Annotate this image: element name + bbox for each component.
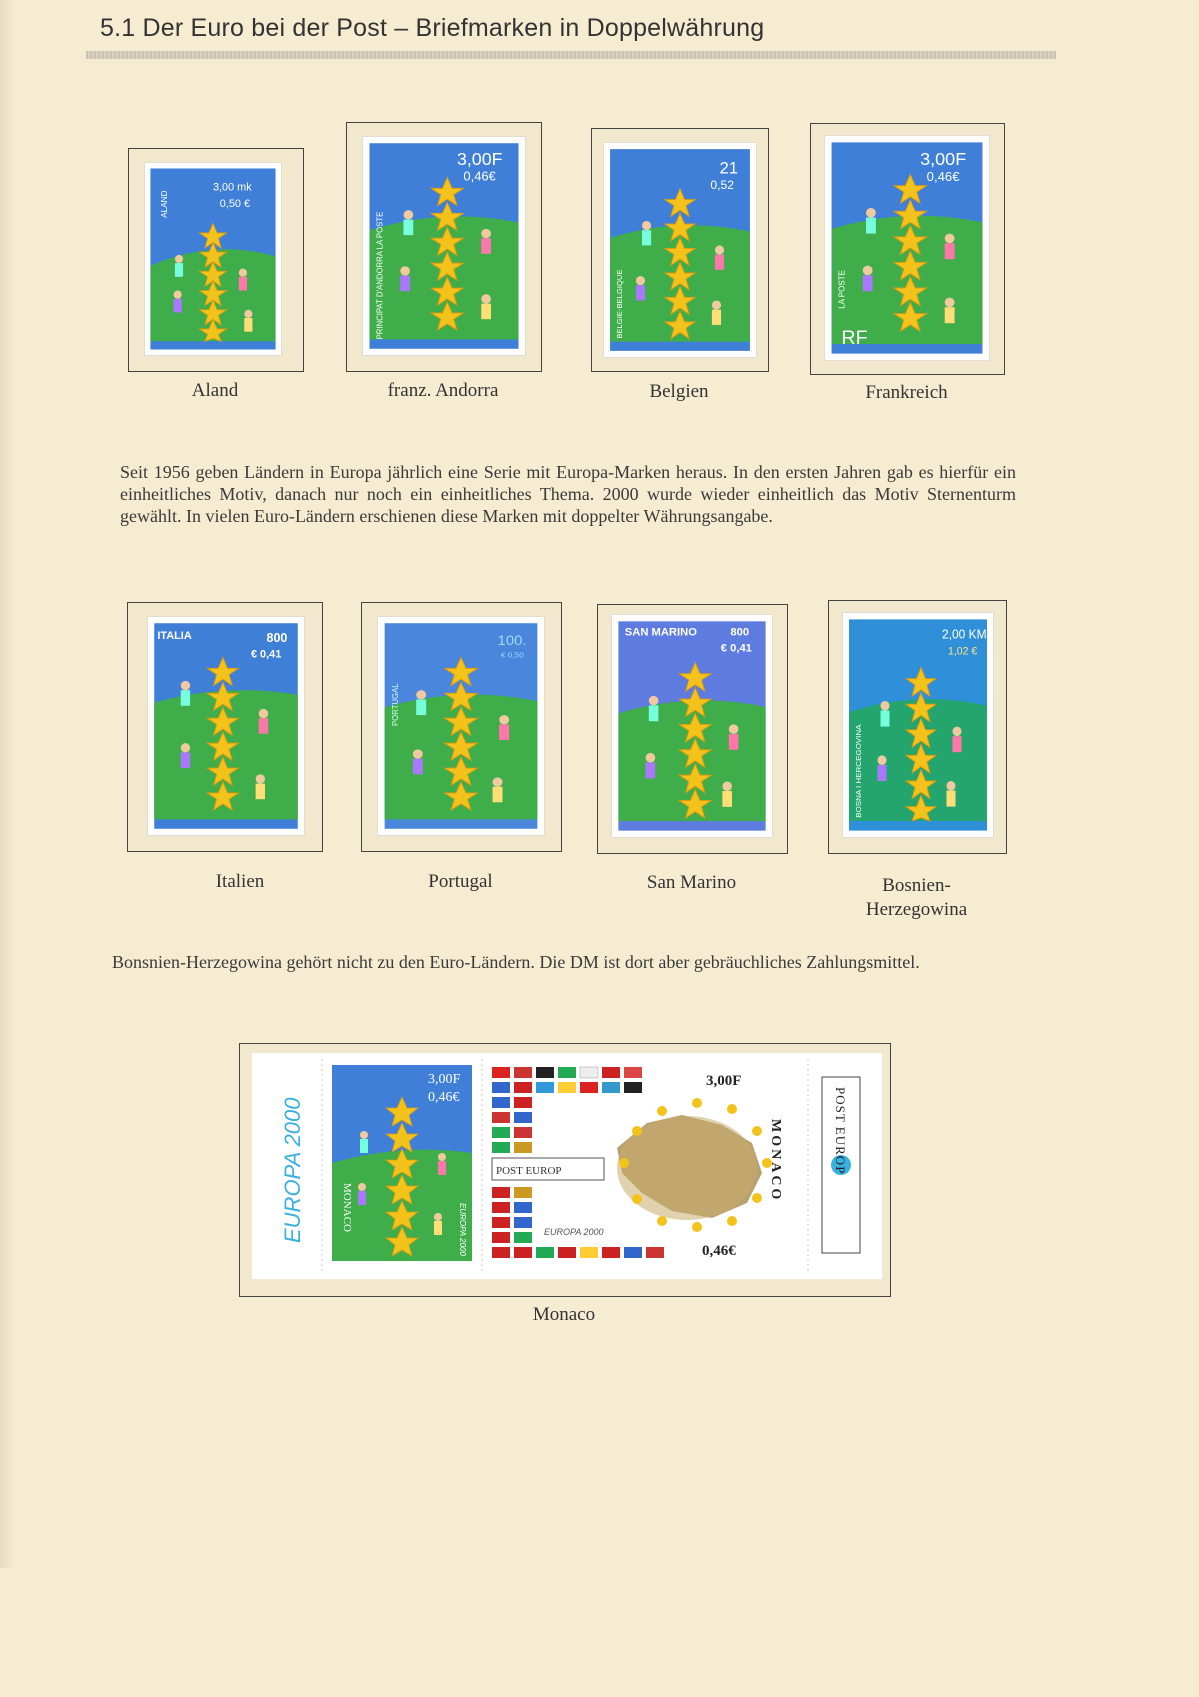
stamp-value-2: € 0,41 [720, 642, 752, 655]
stamp-mount-portugal [361, 602, 562, 852]
stamp-bosnien [843, 613, 993, 837]
stamp-value-2: 0,46€ [926, 168, 960, 184]
stamp-aland [145, 163, 281, 355]
stamp-country: PRINCIPAT D'ANDORRA LA POSTE [375, 211, 385, 340]
binder-edge [0, 0, 14, 1568]
caption-andorra: franz. Andorra [387, 380, 499, 401]
map-value-1: 3,00F [706, 1073, 742, 1089]
caption-bosnien [828, 874, 1005, 922]
stamp-san-marino [612, 615, 772, 837]
stamp-portugal [378, 617, 544, 835]
stamp-mount-bosnien [828, 600, 1007, 854]
stamp-italien [148, 617, 304, 835]
caption-frankreich: Frankreich [865, 382, 948, 403]
stamp-value-2: 0,46€ [428, 1090, 460, 1105]
stamp-country: BELGIE-BELGIQUE [615, 269, 625, 339]
post-europ-box-label: POST EUROP [496, 1165, 562, 1177]
caption-aland: Aland [191, 380, 239, 401]
stamp-rf: RF [841, 327, 868, 349]
stamp-country: ALAND [159, 190, 169, 218]
stamp-mount-italien [127, 602, 323, 852]
stamp-value-2: € 0,41 [250, 648, 282, 661]
map-country: MONACO [768, 1119, 783, 1203]
caption-monaco: Monaco [532, 1304, 596, 1325]
stamp-country: LA POSTE [837, 270, 847, 309]
stamp-value-2: 0,50 € [219, 197, 251, 210]
caption-bosnien-line2: Herzegowina [865, 899, 968, 920]
bosnia-note-paragraph: Bonsnien-Herzegowina gehört nicht zu den Euro-Ländern. Die DM ist dort aber gebräuchliches Zahlungsmittel. [112, 952, 920, 972]
stamp-value-2: 0,52 [710, 177, 735, 192]
stamp-country: MONACO [341, 1183, 353, 1232]
stamp-value-1: 2,00 KM [942, 627, 987, 642]
stamp-value-1: 800 [730, 626, 750, 639]
stamp-mount-frankreich [810, 123, 1005, 375]
stamp-value-2: 1,02 € [948, 645, 978, 658]
europa-small-label: EUROPA 2000 [544, 1227, 604, 1237]
stamp-value-1: 3,00 mk [213, 181, 252, 194]
stamp-value-2: 0,46€ [463, 168, 496, 184]
title-rule [86, 51, 1056, 59]
caption-bosnien-line1: Bosnien- [882, 875, 951, 896]
europa-2000-label: EUROPA 2000 [280, 1097, 305, 1243]
stamp-country: BOSNA I HERCEGOVINA [854, 724, 863, 818]
caption-portugal: Portugal [428, 871, 493, 892]
stamp-value-1: 21 [719, 158, 739, 178]
stamp-country: SAN MARINO [624, 626, 697, 639]
stamp-mount-san-marino [597, 604, 788, 854]
caption-san-marino: San Marino [646, 872, 737, 893]
stamp-mount-belgien [591, 128, 769, 372]
caption-italien: Italien [215, 871, 265, 892]
stamp-value-1: 800 [266, 630, 288, 645]
monaco-souvenir-sheet [252, 1053, 882, 1279]
stamp-europa: EUROPA 2000 [458, 1203, 467, 1256]
page-title: 5.1 Der Euro bei der Post – Briefmarken in Doppelwährung [100, 14, 765, 42]
post-europ-logo: POST EUROP [833, 1087, 848, 1175]
stamp-andorra [363, 137, 525, 355]
stamp-frankreich [825, 136, 989, 360]
stamp-country: PORTUGAL [390, 683, 400, 726]
stamp-value-2: € 0,50 [500, 650, 524, 660]
caption-belgien: Belgien [649, 381, 709, 402]
map-value-2: 0,46€ [702, 1243, 736, 1259]
stamp-value-1: 3,00F [456, 149, 503, 169]
stamp-value-1: 100. [497, 633, 527, 649]
stamp-value-1: 3,00F [428, 1072, 461, 1087]
stamp-belgien [604, 143, 756, 357]
stamp-value-1: 3,00F [920, 148, 967, 169]
intro-paragraph: Seit 1956 geben Ländern in Europa jährlich eine Serie mit Europa-Marken heraus. In den ersten Jahren gab es hierfür ein einheitliches Motiv, danach nur noch ein einheitliches Thema. 2000 wurde wieder einheitlich das Motiv Sternenturm gewählt. In vielen Euro-Ländern erschienen diese Marken mit doppelter Währungsangabe. [120, 462, 1016, 526]
stamp-mount-andorra [346, 122, 542, 372]
stamp-mount-aland [128, 148, 304, 372]
stamp-country: ITALIA [157, 629, 192, 642]
